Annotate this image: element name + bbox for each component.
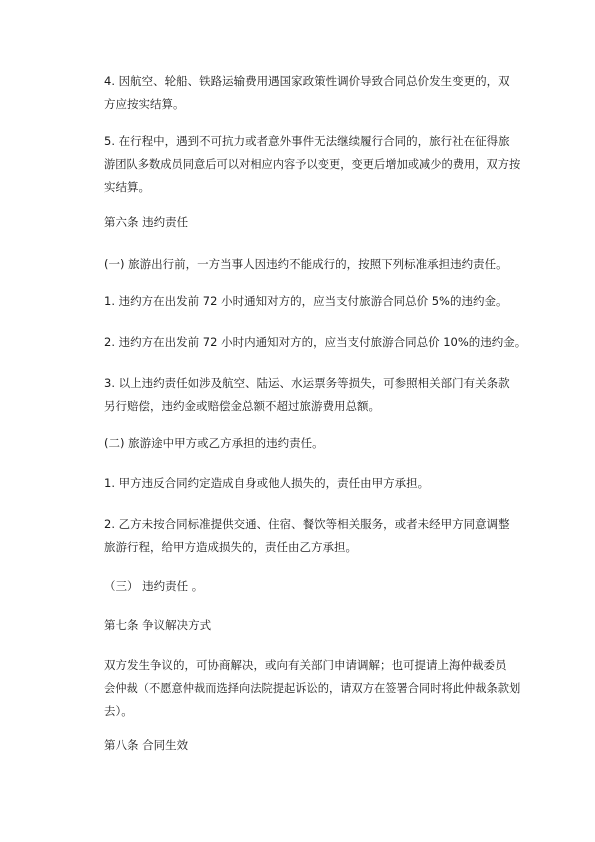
text-line: (二) 旅游途中甲方或乙方承担的违约责任。 [104, 436, 324, 450]
text-line: （三） 违约责任 。 [104, 579, 204, 593]
text-line: 1. 违约方在出发前 72 小时通知对方的，应当支付旅游合同总价 5%的违约金。 [104, 294, 508, 308]
paragraph-clause-4 [104, 70, 528, 116]
section-heading-article-8 [104, 734, 528, 757]
text-line: 游团队多数成员同意后可以对相应内容予以变更，变更后增加或减少的费用，双方按 [104, 158, 521, 171]
paragraph-breach-item-3 [104, 372, 528, 418]
section-heading-article-6 [104, 211, 528, 234]
text-line: 另行赔偿，违约金或赔偿金总额不超过旅游费用总额。 [104, 399, 380, 413]
paragraph-during-travel-breach [104, 432, 528, 455]
text-line: 双方发生争议的，可协商解决，或向有关部门申请调解；也可提请上海仲裁委员 [104, 658, 507, 672]
paragraph-clause-5 [104, 130, 528, 199]
text-line: 2. 乙方未按合同标准提供交通、住宿、餐饮等相关服务，或者未经甲方同意调整 [104, 517, 510, 531]
heading-line: 第八条 合同生效 [104, 738, 189, 752]
text-line: 1. 甲方违反合同约定造成自身或他人损失的，责任由甲方承担。 [104, 476, 430, 490]
text-line: (一) 旅游出行前，一方当事人因违约不能成行的，按照下列标准承担违约责任。 [104, 257, 508, 271]
paragraph-party-a-breach [104, 472, 528, 495]
paragraph-dispute-resolution [104, 654, 528, 723]
text-line: 3. 以上违约责任如涉及航空、陆运、水运票务等损失，可参照相关部门有关条款 [104, 376, 510, 390]
section-heading-article-7 [104, 614, 528, 637]
text-line: 方应按实结算。 [104, 97, 185, 111]
paragraph-other-breach [104, 575, 528, 598]
text-line: 旅游行程，给甲方造成损失的，责任由乙方承担。 [104, 540, 357, 554]
heading-line: 第六条 违约责任 [104, 215, 189, 229]
text-line: 2. 违约方在出发前 72 小时内通知对方的，应当支付旅游合同总价 10%的违约金。 [104, 335, 527, 349]
paragraph-breach-item-1 [104, 290, 528, 313]
paragraph-breach-item-2 [104, 331, 528, 354]
heading-line: 第七条 争议解决方式 [104, 618, 212, 632]
paragraph-pre-travel-breach [104, 253, 528, 276]
text-line: 会仲裁（不愿意仲裁而选择向法院提起诉讼的，请双方在签署合同时将此仲裁条款划 [104, 682, 521, 695]
text-line: 去）。 [104, 704, 133, 718]
paragraph-party-b-breach [104, 513, 528, 559]
text-line: 4. 因航空、轮船、铁路运输费用遇国家政策性调价导致合同总价发生变更的，双 [104, 74, 510, 88]
text-line: 5. 在行程中，遇到不可抗力或者意外事件无法继续履行合同的，旅行社在征得旅 [104, 134, 510, 148]
text-line: 实结算。 [104, 180, 150, 194]
